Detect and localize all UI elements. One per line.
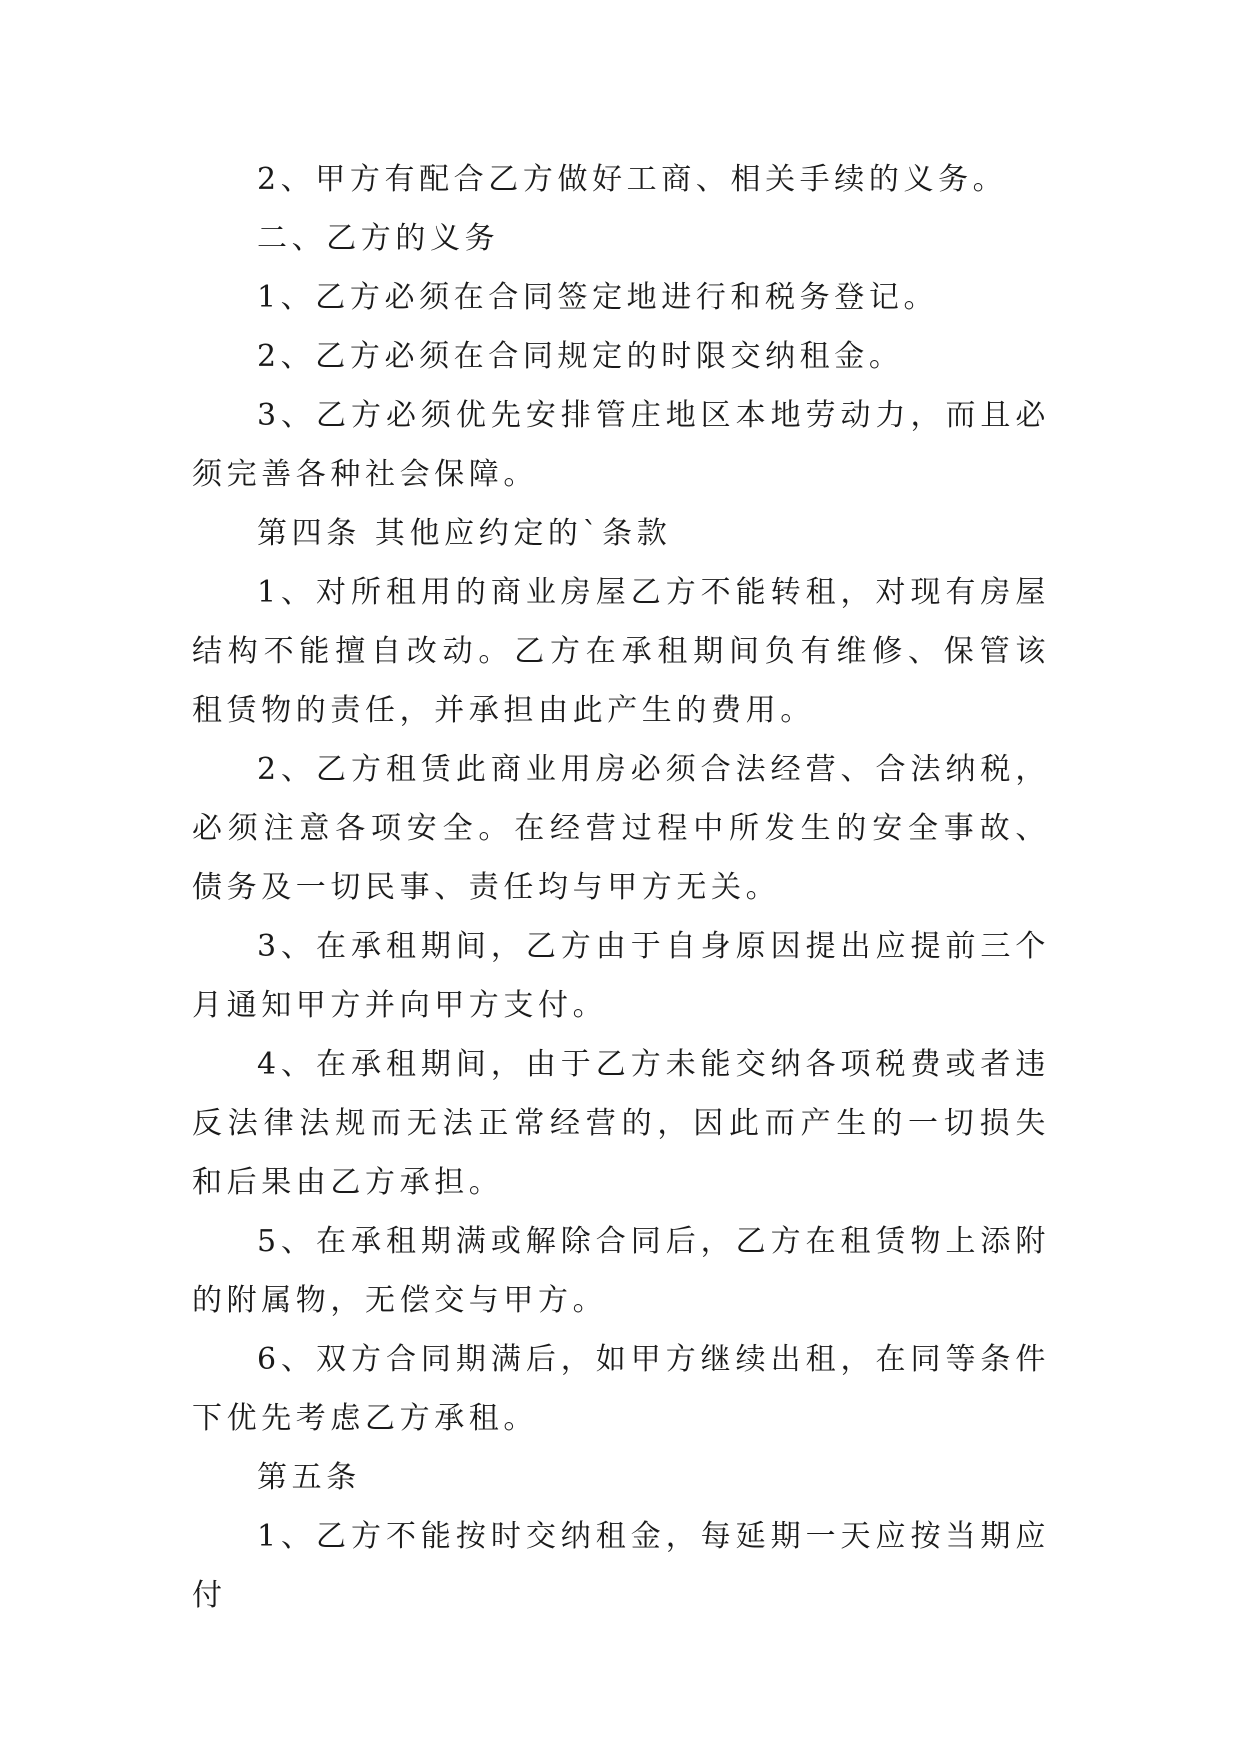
document-page bbox=[192, 150, 1050, 1625]
paragraph-article-four-3: 3、在承租期间，乙方由于自身原因提出应提前三个月通知甲方并向甲方支付。 bbox=[192, 929, 1050, 1023]
paragraph-lessee-duty-1: 1、乙方必须在合同签定地进行和税务登记。 bbox=[257, 280, 939, 315]
paragraph-article-five-1: 1、乙方不能按时交纳租金，每延期一天应按当期应付 bbox=[192, 1519, 1050, 1613]
paragraph-article-four-4: 4、在承租期间，由于乙方未能交纳各项税费或者违反法律法规而无法正常经营的，因此而产生的一切损失和后果由乙方承担。 bbox=[192, 1047, 1050, 1200]
paragraph-article-four-1: 1、对所租用的商业房屋乙方不能转租，对现有房屋结构不能擅自改动。乙方在承租期间负有维修、保管该租赁物的责任，并承担由此产生的费用。 bbox=[192, 575, 1050, 728]
paragraph-article-four-2: 2、乙方租赁此商业用房必须合法经营、合法纳税，必须注意各项安全。在经营过程中所发生的安全事故、债务及一切民事、责任均与甲方无关。 bbox=[192, 752, 1050, 905]
paragraph-lessee-duty-2: 2、乙方必须在合同规定的时限交纳租金。 bbox=[257, 339, 904, 374]
paragraph-lessor-duty-2: 2、甲方有配合乙方做好工商、相关手续的义务。 bbox=[257, 162, 1008, 197]
heading-article-four: 第四条 其他应约定的`条款 bbox=[257, 516, 672, 551]
heading-lessee-obligations: 二、乙方的义务 bbox=[257, 221, 500, 256]
paragraph-article-four-6: 6、双方合同期满后，如甲方继续出租，在同等条件下优先考虑乙方承租。 bbox=[192, 1342, 1050, 1436]
paragraph-lessee-duty-3: 3、乙方必须优先安排管庄地区本地劳动力，而且必须完善各种社会保障。 bbox=[192, 398, 1050, 492]
paragraph-article-four-5: 5、在承租期满或解除合同后，乙方在租赁物上添附的附属物，无偿交与甲方。 bbox=[192, 1224, 1050, 1318]
heading-article-five: 第五条 bbox=[257, 1460, 361, 1495]
